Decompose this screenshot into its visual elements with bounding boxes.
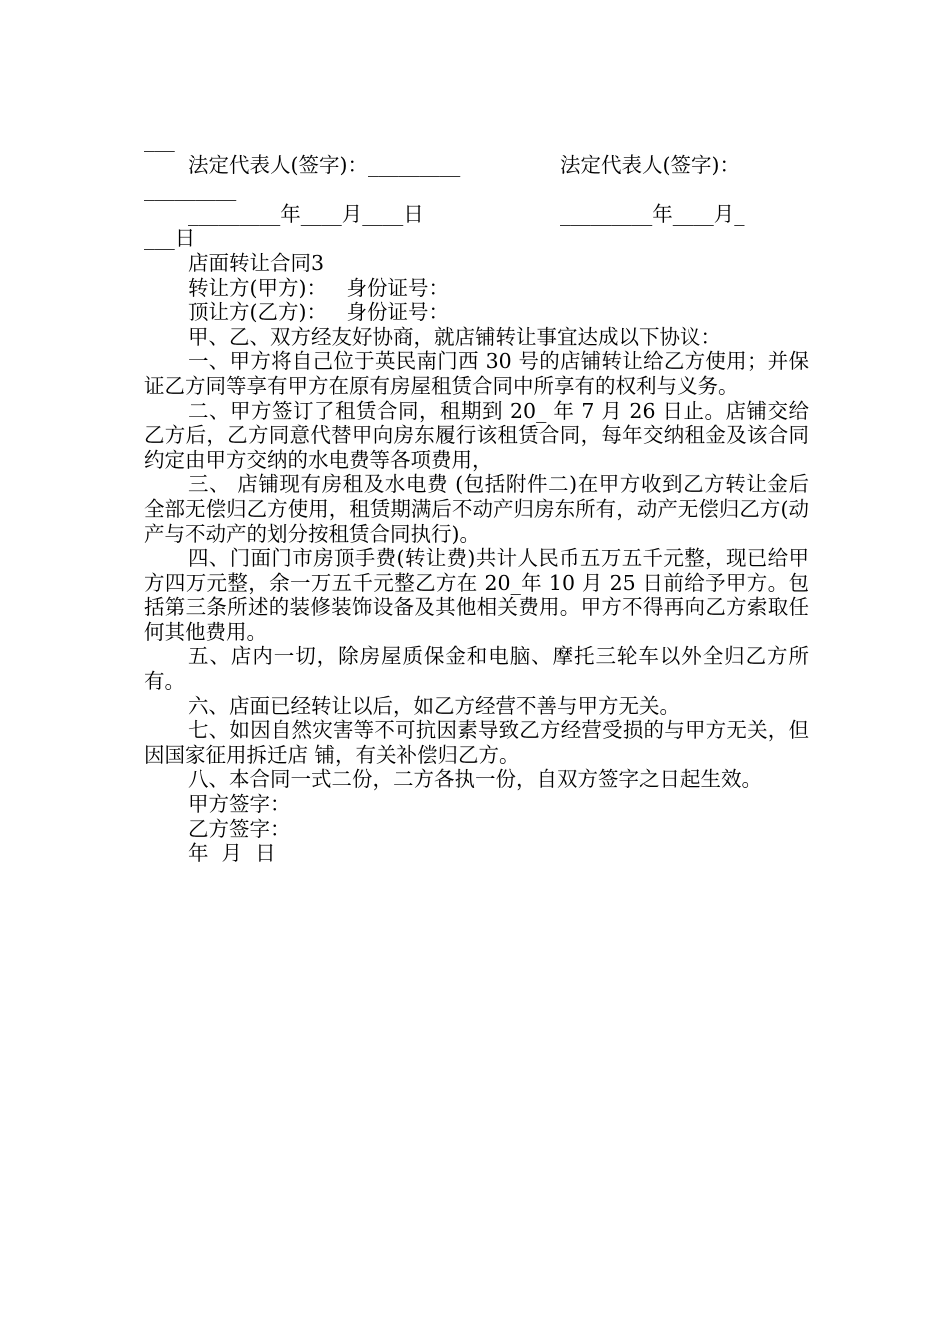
transferee-line: 顶让方(乙方)： 身份证号： bbox=[188, 300, 450, 325]
clause-3: 三、 店铺现有房租及水电费 (包括附件二)在甲方收到乙方转让金后全部无偿归乙方使用，租赁期满后不动产归房东所有，动产无偿归乙方(动产与不动产的划分按租赁合同执行)。 bbox=[144, 472, 809, 546]
legal-rep-row bbox=[144, 153, 809, 178]
clause-5: 五、店内一切，除房屋质保金和电脑、摩托三轮车以外全归乙方所有。 bbox=[144, 644, 809, 694]
clause-7: 七、如因自然灾害等不可抗因素导致乙方经营受损的与甲方无关，但因国家征用拆迁店 铺，有关补偿归乙方。 bbox=[144, 718, 809, 767]
contract-title: 店面转让合同3 bbox=[188, 250, 325, 275]
clause-2: 二、甲方签订了租赁合同，租期到 20_ 年 7 月 26 日止。店铺交给乙方后，乙方同意代替甲向房东履行该租赁合同，每年交纳租金及该合同约定由甲方交纳的水电费等各项费用， bbox=[144, 398, 809, 472]
party-a-signature: 甲方签字： bbox=[188, 792, 291, 817]
clause-8: 八、本合同一式二份，二方各执一份，自双方签字之日起生效。 bbox=[188, 767, 762, 792]
right-date-cont: ___日 bbox=[144, 226, 196, 251]
left-rep-blank: _________ bbox=[368, 152, 461, 177]
right-rep-blank: _________ bbox=[144, 177, 237, 202]
left-date: _________年____月____日 bbox=[188, 201, 424, 226]
top-underline: ___ bbox=[144, 128, 175, 152]
left-legal-rep bbox=[144, 153, 560, 178]
intro-paragraph: 甲、乙、双方经友好协商，就店铺转让事宜达成以下协议： bbox=[188, 324, 721, 349]
clause-6: 六、店面已经转让以后，如乙方经营不善与甲方无关。 bbox=[188, 693, 680, 718]
clause-4: 四、门面门市房顶手费(转让费)共计人民币五万五千元整，现已给甲方四万元整，余一万五千元整乙方在 20_年 10 月 25 日前给予甲方。包括第三条所述的装修装饰设备及其他相关费用。甲方不得再向乙方索取任何其他费用。 bbox=[144, 546, 809, 644]
party-b-signature: 乙方签字： bbox=[188, 816, 291, 841]
date-row bbox=[144, 202, 809, 227]
right-date: _________年____月_ bbox=[560, 201, 745, 226]
clause-1: 一、甲方将自己位于英民南门西 30 号的店铺转让给乙方使用；并保证乙方同等享有甲方在原有房屋租赁合同中所享有的权利与义务。 bbox=[144, 349, 809, 398]
transferor-line: 转让方(甲方)： 身份证号： bbox=[188, 275, 450, 300]
left-rep-label: 法定代表人(签字)： bbox=[188, 152, 368, 177]
signing-date: 年 月 日 bbox=[188, 841, 276, 866]
right-legal-rep: 法定代表人(签字)： bbox=[560, 152, 740, 177]
contract-page bbox=[144, 128, 809, 866]
